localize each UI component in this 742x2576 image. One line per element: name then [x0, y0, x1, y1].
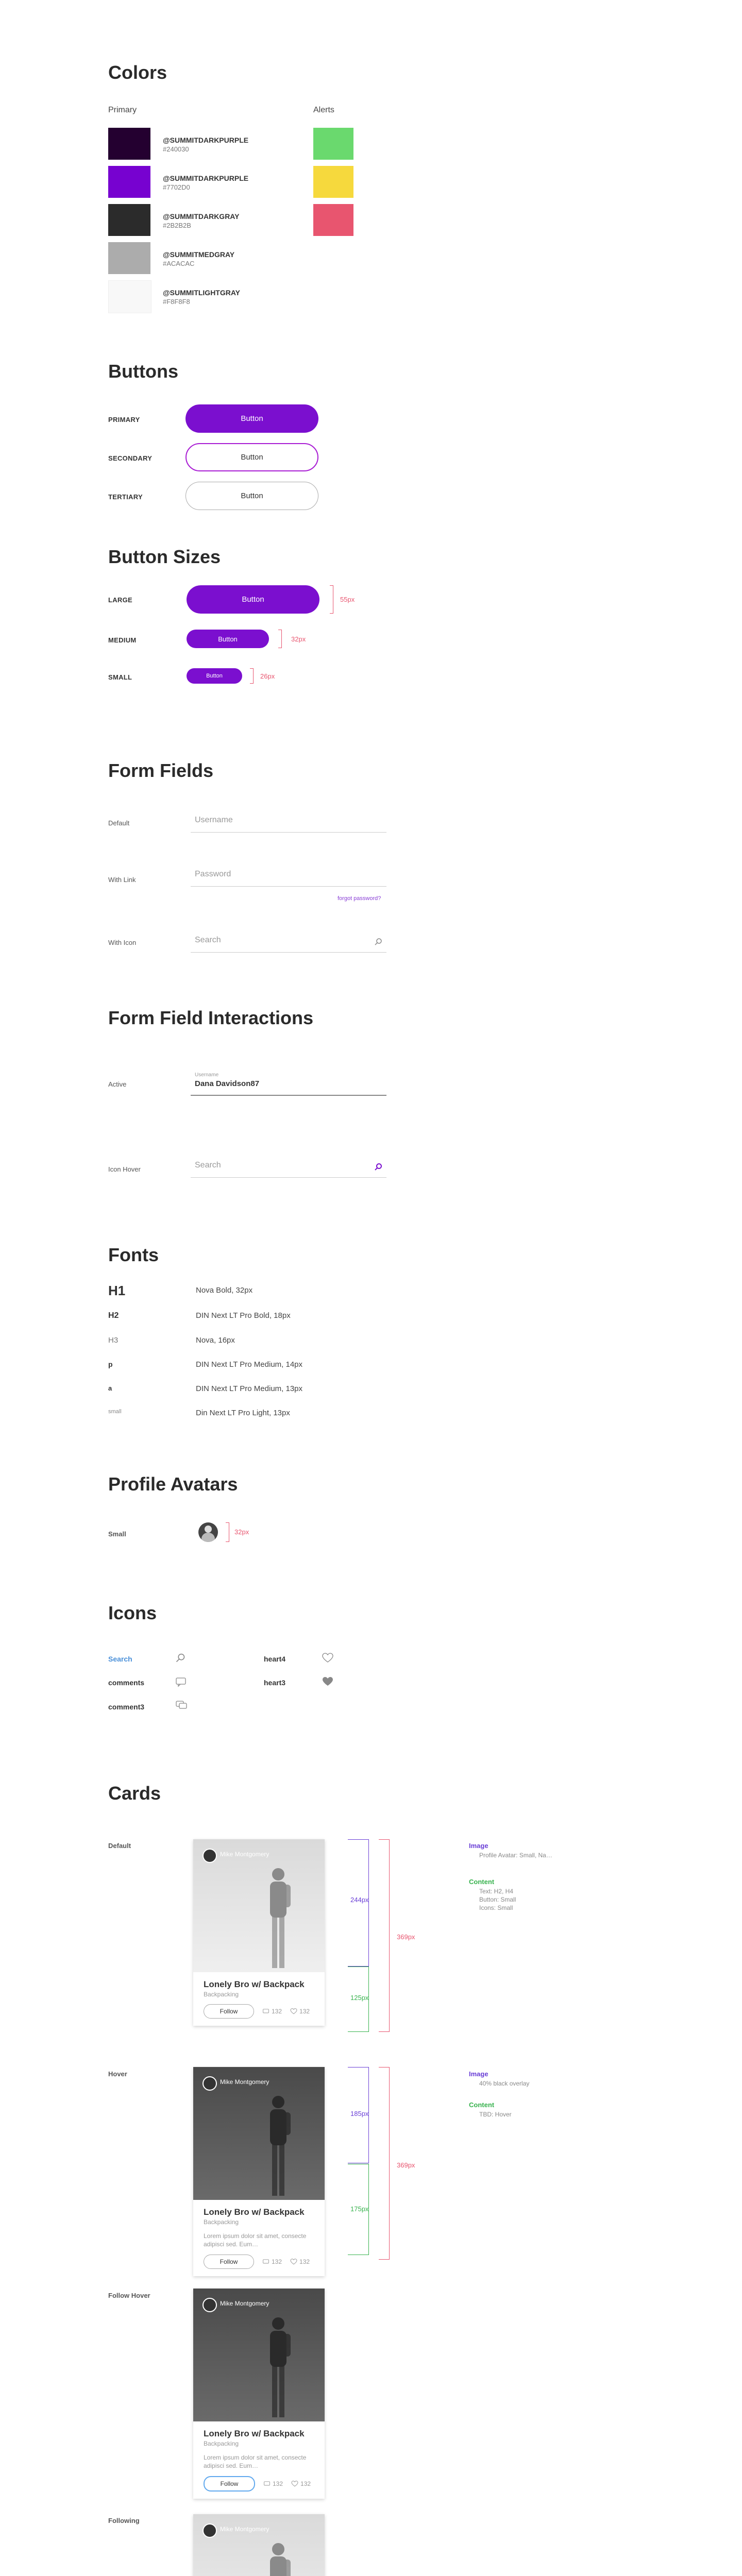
- card-state-label: Following: [108, 2517, 140, 2524]
- annot-default-image-h: Image: [469, 1842, 488, 1850]
- annot-hover-image-t: 40% black overlay: [479, 2080, 530, 2087]
- active-username-input[interactable]: [191, 1074, 386, 1096]
- heart-icon: [290, 2259, 297, 2265]
- icon-label-heart4: heart4: [264, 1655, 286, 1663]
- cards-title: Cards: [108, 1783, 161, 1804]
- field-label-icon-hover: Icon Hover: [108, 1165, 141, 1173]
- primary-button[interactable]: Button: [185, 404, 318, 433]
- card-description: Lorem ipsum dolor sit amet, consecte adipisci sed. Eum…: [204, 2232, 307, 2248]
- active-field-value: Dana Davidson87: [195, 1079, 260, 1088]
- card-avatar[interactable]: [203, 2523, 217, 2538]
- color-swatch: [108, 166, 150, 198]
- password-input[interactable]: [191, 866, 386, 887]
- heart-filled-icon: [322, 1676, 333, 1687]
- primary-label: Primary: [108, 106, 137, 114]
- card-state-label: Default: [108, 1842, 131, 1850]
- card-title[interactable]: Lonely Bro w/ Backpack: [204, 2429, 305, 2438]
- search-placeholder: Search: [195, 936, 221, 944]
- font-desc-small: Din Next LT Pro Light, 13px: [196, 1409, 290, 1417]
- like-count-value: 132: [299, 2258, 310, 2265]
- search-icon[interactable]: [374, 938, 382, 946]
- font-desc-a: DIN Next LT Pro Medium, 13px: [196, 1384, 303, 1393]
- comments-icon: [175, 1700, 188, 1710]
- color-swatch: [108, 204, 150, 236]
- annot-default-content-t2: Button: Small: [479, 1896, 516, 1903]
- card-image[interactable]: [193, 2067, 325, 2200]
- field-label-default: Default: [108, 819, 130, 827]
- card-subtitle: Backpacking: [204, 2218, 239, 2226]
- card-image[interactable]: [193, 2514, 325, 2576]
- like-count-value: 132: [299, 2008, 310, 2015]
- card-user-name[interactable]: Mike Montgomery: [220, 1851, 269, 1858]
- annot-default-content-t1: Text: H2, H4: [479, 1888, 514, 1895]
- like-count[interactable]: [290, 2258, 310, 2265]
- size-label-small: SMALL: [108, 673, 132, 681]
- font-desc-p: DIN Next LT Pro Medium, 14px: [196, 1360, 303, 1369]
- color-hex: #ACACAC: [163, 260, 195, 267]
- annot-hover-content-h: Content: [469, 2101, 495, 2109]
- color-hex: #240030: [163, 145, 189, 153]
- size-label-large: LARGE: [108, 596, 132, 604]
- icon-label-search: Search: [108, 1655, 132, 1663]
- card[interactable]: [193, 2289, 325, 2499]
- dim-hover-image: 185px: [350, 2110, 369, 2117]
- form-fields-title: Form Fields: [108, 760, 214, 781]
- hover-search-input[interactable]: [191, 1157, 386, 1178]
- icon-label-comments: comments: [108, 1679, 145, 1687]
- icon-label-comment3: comment3: [108, 1703, 145, 1711]
- avatars-title: Profile Avatars: [108, 1473, 238, 1495]
- username-input[interactable]: [191, 811, 386, 833]
- font-tag-small: small: [108, 1409, 122, 1415]
- comment-icon: [175, 1676, 187, 1687]
- search-hover-icon[interactable]: [374, 1163, 382, 1171]
- avatar-label-small: Small: [108, 1530, 126, 1538]
- card-subtitle: Backpacking: [204, 2440, 239, 2447]
- color-name: @SUMMITMEDGRAY: [163, 250, 235, 259]
- annot-default-content-t3: Icons: Small: [479, 1904, 513, 1911]
- comment-count-value: 132: [272, 2258, 282, 2265]
- comment-count[interactable]: [262, 2258, 282, 2265]
- secondary-button[interactable]: Button: [185, 443, 318, 471]
- font-tag-h3: H3: [108, 1336, 119, 1345]
- card[interactable]: [193, 2514, 325, 2576]
- backpacker-figure: [263, 1865, 294, 1972]
- card-avatar[interactable]: [203, 1849, 217, 1863]
- search-input[interactable]: [191, 931, 386, 953]
- avatar[interactable]: [198, 1522, 218, 1542]
- comment-count[interactable]: [263, 2480, 283, 2487]
- backpacker-figure: [263, 2314, 294, 2421]
- backpacker-figure: [263, 2093, 294, 2200]
- card-user-name[interactable]: Mike Montgomery: [220, 2078, 269, 2086]
- icons-title: Icons: [108, 1602, 157, 1623]
- username-placeholder: Username: [195, 816, 233, 824]
- card-user-name[interactable]: Mike Montgomery: [220, 2526, 269, 2533]
- color-hex: #2B2B2B: [163, 222, 191, 229]
- card-image[interactable]: [193, 1839, 325, 1972]
- dim-default-content: 125px: [350, 1994, 369, 2002]
- field-label-link: With Link: [108, 876, 136, 884]
- card-user-name[interactable]: Mike Montgomery: [220, 2300, 269, 2307]
- icon-label-heart3: heart3: [264, 1679, 286, 1687]
- field-label-active: Active: [108, 1080, 127, 1088]
- card[interactable]: [193, 1839, 325, 2026]
- follow-button[interactable]: Follow: [204, 2255, 254, 2269]
- button-label-tertiary: TERTIARY: [108, 493, 143, 501]
- comment-count-value: 132: [272, 2008, 282, 2015]
- comment-icon: [263, 2481, 271, 2487]
- color-swatch: [108, 280, 151, 313]
- dim-small: 26px: [260, 672, 275, 680]
- size-label-medium: MEDIUM: [108, 636, 137, 644]
- color-hex: #F8F8F8: [163, 298, 190, 306]
- button-sizes-title: Button Sizes: [108, 546, 221, 567]
- like-count[interactable]: [290, 2008, 310, 2015]
- comment-count[interactable]: [262, 2008, 282, 2015]
- font-tag-p: p: [108, 1360, 113, 1368]
- color-name: @SUMMITDARKPURPLE: [163, 136, 249, 144]
- forgot-password-link[interactable]: forgot password?: [338, 895, 381, 902]
- annot-default-content-h: Content: [469, 1878, 495, 1886]
- color-swatch: [108, 242, 150, 274]
- fonts-title: Fonts: [108, 1244, 159, 1265]
- color-name: @SUMMITDARKPURPLE: [163, 174, 249, 182]
- tertiary-button[interactable]: Button: [185, 482, 318, 510]
- font-desc-h2: DIN Next LT Pro Bold, 18px: [196, 1311, 291, 1320]
- active-field-caption: Username: [195, 1072, 219, 1078]
- font-desc-h3: Nova, 16px: [196, 1336, 235, 1345]
- alert-swatch: [313, 204, 353, 236]
- font-tag-h2: H2: [108, 1311, 119, 1320]
- font-tag-a: a: [108, 1384, 112, 1392]
- dim-hover-total: 369px: [397, 2161, 415, 2169]
- field-label-icon: With Icon: [108, 939, 137, 946]
- buttons-title: Buttons: [108, 361, 178, 382]
- interactions-title: Form Field Interactions: [108, 1007, 314, 1028]
- heart-outline-icon: [322, 1653, 333, 1663]
- heart-icon: [290, 2008, 297, 2014]
- card-state-label: Follow Hover: [108, 2292, 150, 2299]
- card-title[interactable]: Lonely Bro w/ Backpack: [204, 2207, 305, 2217]
- alerts-label: Alerts: [313, 106, 334, 114]
- large-button[interactable]: Button: [187, 585, 319, 614]
- button-label-secondary: SECONDARY: [108, 454, 153, 462]
- card-description: Lorem ipsum dolor sit amet, consecte adipisci sed. Eum…: [204, 2454, 307, 2469]
- backpacker-figure: [263, 2540, 294, 2576]
- medium-button[interactable]: Button: [187, 630, 269, 648]
- annot-hover-content-t: TBD: Hover: [479, 2111, 512, 2118]
- card-avatar[interactable]: [203, 2298, 217, 2312]
- comment-icon: [262, 2008, 269, 2014]
- button-label-primary: PRIMARY: [108, 416, 140, 423]
- dim-default-total: 369px: [397, 1933, 415, 1941]
- color-name: @SUMMITLIGHTGRAY: [163, 289, 241, 297]
- like-count[interactable]: [291, 2480, 311, 2487]
- small-button[interactable]: Button: [187, 668, 242, 684]
- alert-swatch: [313, 128, 353, 160]
- font-tag-h1: H1: [108, 1283, 126, 1298]
- card-subtitle: Backpacking: [204, 1991, 239, 1998]
- heart-icon: [291, 2481, 298, 2487]
- comment-count-value: 132: [273, 2480, 283, 2487]
- follow-button[interactable]: Follow: [204, 2476, 255, 2492]
- dim-large: 55px: [340, 596, 355, 603]
- color-name: @SUMMITDARKGRAY: [163, 212, 240, 221]
- search-icon: [175, 1653, 185, 1663]
- follow-button[interactable]: Follow: [204, 2004, 254, 2019]
- card-state-label: Hover: [108, 2070, 127, 2078]
- card[interactable]: [193, 2067, 325, 2276]
- color-hex: #7702D0: [163, 183, 190, 191]
- dim-avatar: 32px: [234, 1528, 249, 1536]
- annot-default-image-t: Profile Avatar: Small, Na…: [479, 1852, 552, 1859]
- annot-hover-image-h: Image: [469, 2070, 488, 2078]
- colors-title: Colors: [108, 62, 167, 83]
- dim-hover-content: 175px: [350, 2205, 369, 2213]
- card-image[interactable]: [193, 2289, 325, 2421]
- dim-medium: 32px: [291, 635, 306, 643]
- alert-swatch: [313, 166, 353, 198]
- card-avatar[interactable]: [203, 2076, 217, 2091]
- hover-search-placeholder: Search: [195, 1161, 221, 1170]
- font-desc-h1: Nova Bold, 32px: [196, 1286, 253, 1295]
- card-title[interactable]: Lonely Bro w/ Backpack: [204, 1979, 305, 1989]
- like-count-value: 132: [300, 2480, 311, 2487]
- comment-icon: [262, 2259, 269, 2265]
- dim-default-image: 244px: [350, 1896, 369, 1904]
- password-placeholder: Password: [195, 870, 231, 878]
- color-swatch: [108, 128, 150, 160]
